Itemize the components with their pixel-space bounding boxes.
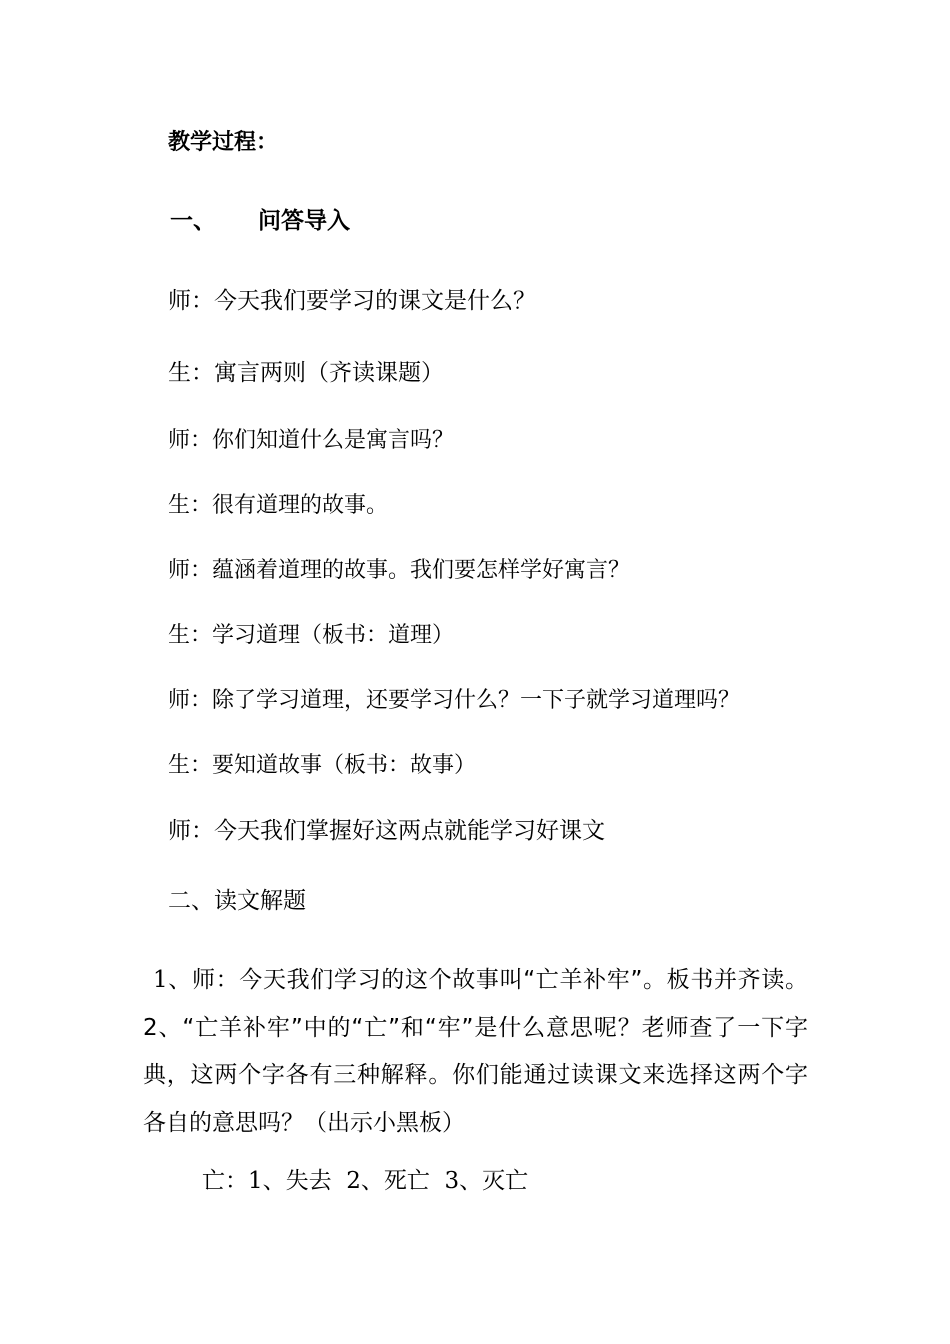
paragraph-number: 1、 [153, 967, 192, 993]
definition-num: 3、 [444, 1168, 483, 1194]
section-heading-2: 二、读文解题 [168, 888, 306, 914]
definition-meaning: 死亡 [383, 1168, 430, 1194]
section-heading-1 [170, 210, 350, 233]
section-title: 问答导入 [258, 208, 350, 234]
dialogue-line: 师：除了学习道理，还要学习什么？一下子就学习道理吗？ [168, 688, 741, 713]
paragraph-text: 师：今天我们学习的这个故事叫“亡羊补牢”。板书并齐读。2、“亡羊补牢”中的“亡”和“牢”是什么意思呢？老师查了一下字典，这两个字各有三种解释。你们能通过读课文来选择这两个字各自的意思吗？（出示小黑板） [143, 967, 808, 1136]
definition-line [202, 1170, 528, 1193]
definition-char: 亡： [202, 1168, 248, 1194]
definition-meaning: 失去 [285, 1168, 332, 1194]
section-number: 一、 [170, 208, 216, 234]
definition-num: 1、 [248, 1168, 286, 1194]
dialogue-line: 师：你们知道什么是寓言吗？ [168, 428, 455, 453]
dialogue-line: 师：蕴涵着道理的故事。我们要怎样学好寓言？ [168, 558, 631, 583]
definition-num: 2、 [346, 1168, 384, 1194]
dialogue-line: 生：要知道故事（板书：故事） [168, 753, 477, 778]
dialogue-line: 生：寓言两则（齐读课题） [168, 360, 444, 386]
dialogue-line: 师：今天我们掌握好这两点就能学习好课文 [168, 818, 605, 844]
page-title: 教学过程： [168, 130, 279, 155]
dialogue-line: 生：很有道理的故事。 [168, 493, 389, 518]
body-paragraph [143, 957, 808, 1147]
definition-meaning: 灭亡 [482, 1168, 529, 1194]
dialogue-line: 师：今天我们要学习的课文是什么？ [168, 288, 536, 314]
dialogue-line: 生：学习道理（板书：道理） [168, 623, 455, 648]
